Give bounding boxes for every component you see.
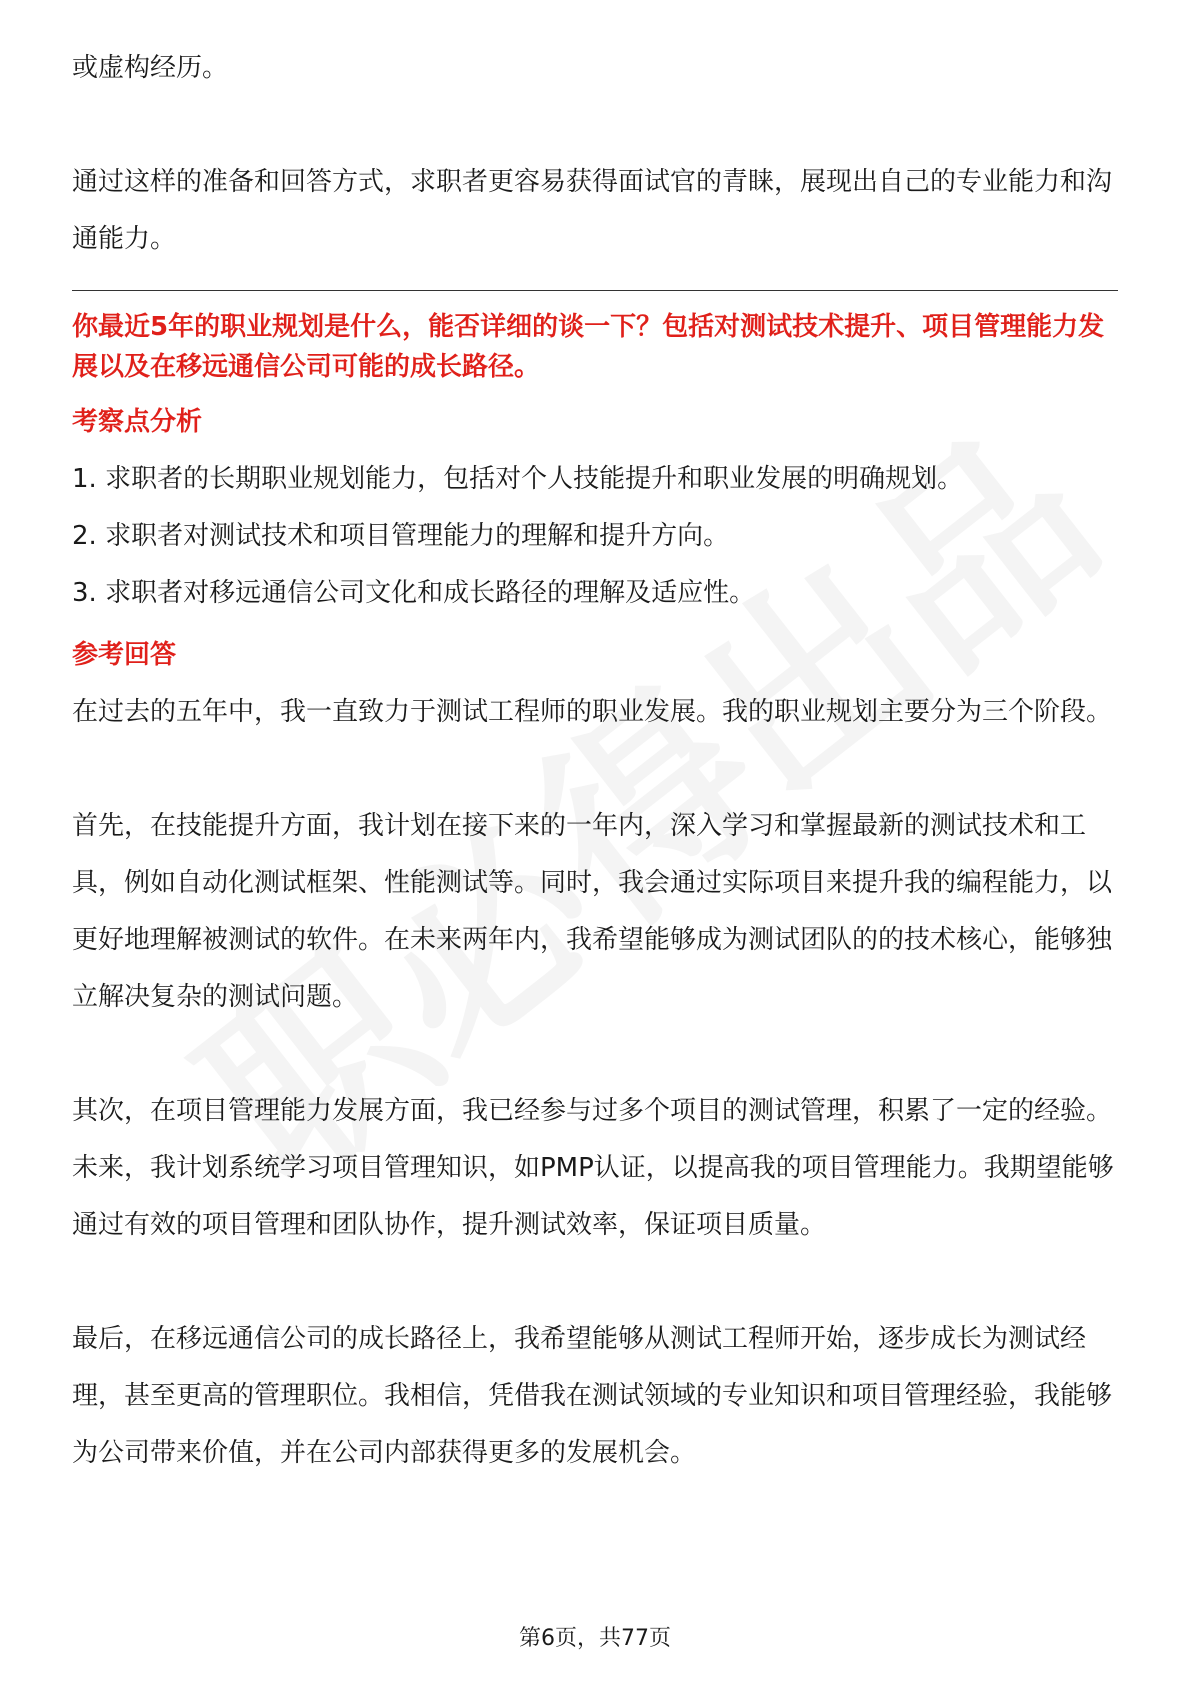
analysis-heading: 考察点分析 — [72, 407, 203, 437]
analysis-item: 2. 求职者对测试技术和项目管理能力的理解和提升方向。 — [72, 521, 730, 551]
paragraph: 或虚构经历。 — [72, 53, 229, 83]
answer-paragraph: 首先，在技能提升方面，我计划在接下来的一年内，深入学习和掌握最新的测试技术和工具，例如自动化测试框架、性能测试等。同时，我会通过实际项目来提升我的编程能力，以更好地理解被测试的软件。在未来两年内，我希望能够成为测试团队的的技术核心，能够独立解决复杂的测试问题。 — [72, 811, 1113, 1012]
answer-heading: 参考回答 — [72, 640, 177, 670]
divider — [72, 290, 1118, 291]
answer-paragraph: 在过去的五年中，我一直致力于测试工程师的职业发展。我的职业规划主要分为三个阶段。 — [72, 697, 1113, 727]
paragraph: 通过这样的准备和回答方式，求职者更容易获得面试官的青睐，展现出自己的专业能力和沟通能力。 — [72, 167, 1113, 254]
answer-paragraph: 其次，在项目管理能力发展方面，我已经参与过多个项目的测试管理，积累了一定的经验。未来，我计划系统学习项目管理知识，如PMP认证，以提高我的项目管理能力。我期望能够通过有效的项目管理和团队协作，提升测试效率，保证项目质量。 — [72, 1096, 1114, 1240]
page-number: 第6页，共77页 — [519, 1626, 671, 1651]
question-heading: 你最近5年的职业规划是什么，能否详细的谈一下？包括对测试技术提升、项目管理能力发展以及在移远通信公司可能的成长路径。 — [72, 312, 1105, 382]
analysis-item: 1. 求职者的长期职业规划能力，包括对个人技能提升和职业发展的明确规划。 — [72, 464, 964, 494]
answer-paragraph: 最后，在移远通信公司的成长路径上，我希望能够从测试工程师开始，逐步成长为测试经理，甚至更高的管理职位。我相信，凭借我在测试领域的专业知识和项目管理经验，我能够为公司带来价值，并在公司内部获得更多的发展机会。 — [72, 1324, 1113, 1468]
page-content — [72, 40, 1118, 1482]
analysis-item: 3. 求职者对移远通信公司文化和成长路径的理解及适应性。 — [72, 578, 756, 608]
